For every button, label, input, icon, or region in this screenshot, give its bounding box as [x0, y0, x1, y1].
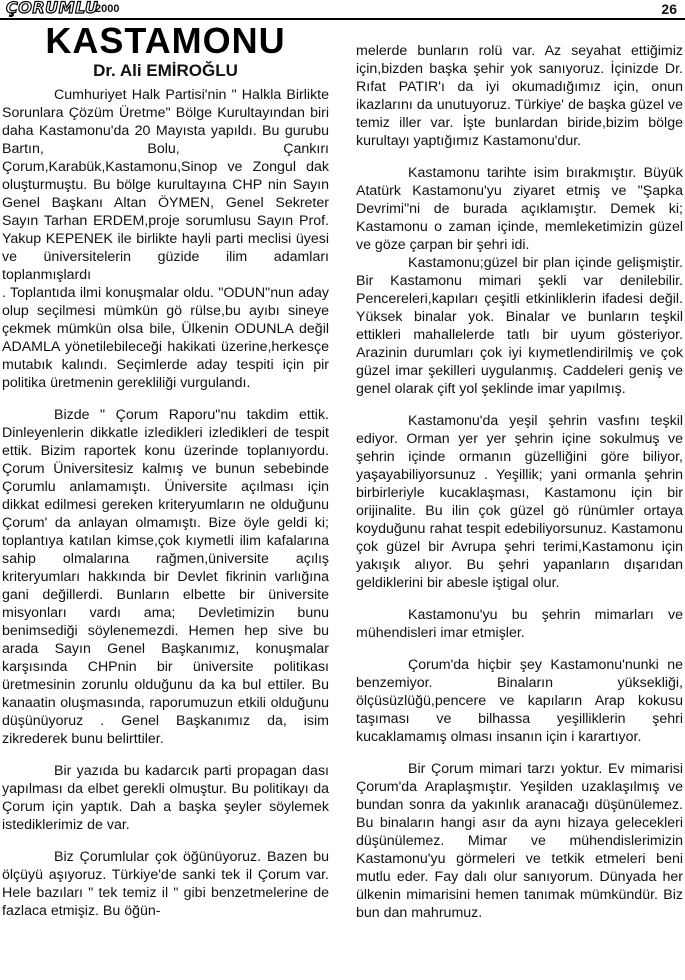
article-author: Dr. Ali EMİROĞLU [93, 61, 238, 80]
paragraph: Cumhuriyet Halk Partisi'nin " Halkla Birlikte Sorunlara Çözüm Üretme" Bölge Kurultayından biri daha Kastamonu'da 20 Mayısta yapıldı. Bu gurubu Bartın, Bolu, Çankırı Çorum,Karabük,Kastamonu,Sinop ve Zongul dak oluşturmuştu. Bu bölge kurultayına CHP nin Sayın Genel Başkanı Altan ÖYMEN, Genel Sekreter Sayın Tarhan ERDEM,proje sorumlusu Sayın Prof. Yakup KEPENEK ile birlikte hayli parti meclisi üyesi ve üniversitelerin güzide ilim adamları toplanmışlardı [2, 87, 329, 283]
paragraph: Biz Çorumlular çok öğünüyoruz. Bazen bu ölçüyü aşıyoruz. Türkiye'de sanki tek il Çorum var. Hele bazıları " tek temiz il " gibi benzetmelerine de fazlaca etmişiz. Bu öğün- [2, 849, 329, 919]
paragraph: Kastamonu;güzel bir plan içinde gelişmiştir. Bir Kastamonu mimari şekli var denilebilir. Pencereleri,kapıları çeşitli etkinliklerin ifadesi değil. Yüksek binalar yok. Binalar ve bunların teşkil ettikleri mahallelerde tatlı bir uyum gösteriyor. Arazinin durumları çok iyi kıymetlendirilmiş ve çok güzel imar şekilleri uygulanmış. Caddeleri geniş ve genel olarak çift yol şeklinde imar yapılmış. [356, 255, 683, 397]
page-number: 26 [661, 1, 677, 17]
issue-year: 2000 [95, 3, 120, 15]
paragraph: Bir Çorum mimari tarzı yoktur. Ev mimarisi Çorum'da Araplaşmıştır. Yeşilden uzaklaşılmış ve bundan sonra da yakınlık aranacağı düşünülemez. Bu binaların hangi asır da aynı hizaya gelecekleri düşünülemez. Mimar ve mühendislerimizin Kastamonu'yu görmeleri ve tetkik etmeleri beni mutlu eder. Fay dalı olur sanıyorum. Dünyada her ülkenin mimarisini hemen tanımak mümkündür. Biz bun dan mahrumuz. [356, 761, 683, 921]
paragraph: Bizde " Çorum Raporu"nu takdim ettik. Dinleyenlerin dikkatle izledikleri izledikleri de tespit ettik. Bizim raportek konu üzerinde toplanıyordu. Çorum Üniversitesiz kalmış ve bunun sebebinde Çorumlu anlamamıştı. Üniversite açılması için dikkat edilmesi gereken kriteryumların ne olduğunu Çorum' da anlayan olmamıştı. Bize öyle geldi ki; toplantıya katılan kimse,çok kıymetli ilim kafalarına sahip olmalarına rağmen,üniversite açılış kriteryumları hakkında bir Devlet fikrinin varlığına gani değillerdi. Bunların elbette bir üniversite misyonları vardı ama; Devletimizin bunu benimsediği söylenemezdi. Hemen hep sive bu arada Sayın Genel Başkanımız, konuşmalar karşısında CHPnin bir üniversite politikası üretmesinin zorunlu olduğunu da ka bul ettiler. Bu kanaatin oluşmasında, raporumuzun etkili olduğunu düşünüyoruz . Genel Başkanımız da, isim zikrederek bunu belirttiler. [2, 407, 329, 747]
paragraph: Bir yazıda bu kadarcık parti propagan dası yapılması da elbet gerekli olmuştur. Bu politikayı da Çorum için yaptık. Dah a başka şeyler söylemek istediklerimiz de var. [2, 763, 329, 833]
paragraph: Kastamonu'da yeşil şehrin vasfını teşkil ediyor. Orman yer yer şehrin içine sokulmuş ve şehrin içinde ormanın güzelliğini göre biliyor, yaşayabiliyorsunuz . Yeşillik; yani ormanla şehrin birbirleriyle kucaklaşması, Kastamonu için bir orijinalite. Bu ilin çok güzel gö rünümler ortaya koyduğunu rahat tespit edebiliyorsunuz. Kastamonu çok güzel bir Avrupa şehri terimi,Kastamonu için yakışık alıyor. Bu şehri yapanların dışarıdan geldiklerini bir abesle iştigal olur. [356, 413, 683, 591]
page-header [0, 0, 685, 20]
paragraph: . Toplantıda ilmi konuşmalar oldu. "ODUN"nun aday olup seçilmesi mümkün gö rülse,bu ayıbı sineye çekmek mümkün olsa bile, Ülkenin ODUNLA değil ADAMLA yönetilebileceği hakikati üzerine,herkesçe mutabık kalındı. Seçimlerde aday tespiti için pir politika üretmenin gerekliliği vurgulandı. [2, 285, 329, 391]
paragraph: Kastamonu'yu bu şehrin mimarları ve mühendisleri imar etmişler. [356, 607, 683, 641]
article-title: KASTAMONU [45, 20, 286, 61]
right-column [356, 42, 683, 922]
newspaper-logo: ÇORUMLU [6, 0, 99, 17]
left-column [2, 20, 329, 920]
paragraph: Kastamonu tarihte isim bırakmıştır. Büyük Atatürk Kastamonu'yu ziyaret etmiş ve "Şapka Devrimi"ni de burada açıklamıştır. Demek ki; Kastamonu o zaman içinde, memleketimizin güzel ve göze çarpan bir şehri idi. [356, 165, 683, 253]
paragraph: melerde bunların rolü var. Az seyahat ettiğimiz için,bizden başka şehir yok sanıyoruz. İçinizde Dr. Rıfat PATIR'ı da iyi okumadığımız için, onun ikazlarını da unutuyoruz. Türkiye' de başka güzel ve temiz iller var. İşte bunlardan biride,bizim bölge kurultayı yaptığımız Kastamonu'dur. [356, 43, 683, 149]
paragraph: Çorum'da hiçbir şey Kastamonu'nunki ne benzemiyor. Binaların yüksekliği, ölçüsüzlüğü,pencere ve kapıların Arap kokusu taşıması ve bilhassa yeşilliklerin şehri kucaklamamış olması insanın için i karartıyor. [356, 657, 683, 745]
